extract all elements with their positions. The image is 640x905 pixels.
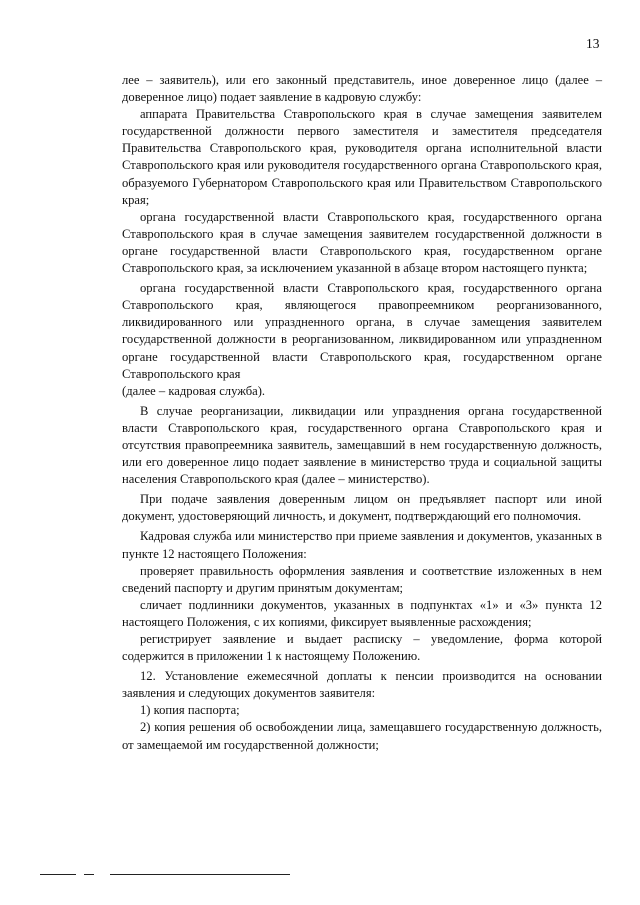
paragraph: лее – заявитель), или его законный представитель, иное доверенное лицо (далее – доверенное лицо) подает заявление в кадровую службу:: [122, 73, 602, 105]
paragraph: 2) копия решения об освобождении лица, замещавшего государственную должность, от замещаемой им государственной должности;: [122, 720, 602, 752]
footer-rule: [110, 874, 290, 875]
paragraph: 1) копия паспорта;: [140, 703, 240, 718]
paragraph: При подаче заявления доверенным лицом он предъявляет паспорт или иной документ, удостоверяющий личность, и документ, подтверждающий его полномочия.: [122, 492, 602, 524]
paragraph: органа государственной власти Ставропольского края, государственного органа Ставропольского края, являющегося правопреемником реорганизованного, ликвидированного или упраздненного органа, в случае замещения заявителем государственной должности в реорганизованном, ликвидированном или упраздненном органе государственной власти Ставропольского края, государственном органе Ставропольского края: [122, 281, 602, 381]
footer-rule: [40, 874, 76, 875]
page-number: 13: [586, 36, 600, 51]
paragraph: сличает подлинники документов, указанных в подпунктах «1» и «3» пункта 12 настоящего Положения, с их копиями, фиксирует выявленные расхождения;: [122, 597, 602, 629]
document-body: [122, 72, 602, 754]
paragraph: органа государственной власти Ставропольского края, государственного органа Ставропольского края в случае замещения заявителем государственной должности в органе государственной власти Ставропольского края, государственном органе Ставропольского края, за исключением указанной в абзаце втором настоящего пункта;: [122, 209, 602, 276]
paragraph: (далее – кадровая служба).: [122, 383, 266, 398]
paragraph: Кадровая служба или министерство при приеме заявления и документов, указанных в пункте 12 настоящего Положения:: [122, 529, 602, 561]
paragraph: проверяет правильность оформления заявления и соответствие изложенных в нем сведений паспорту и другим принятым документам;: [122, 563, 602, 595]
paragraph: аппарата Правительства Ставропольского края в случае замещения заявителем государственной должности первого заместителя и заместителя председателя Правительства Ставропольского края, руководителя органа исполнительной власти Ставропольского края или руководителя государственного органа Ставропольского края, образуемого Губернатором Ставропольского края или Правительством Ставропольского края;: [122, 107, 602, 207]
footer-rule: [84, 874, 94, 875]
paragraph: регистрирует заявление и выдает расписку – уведомление, форма которой содержится в приложении 1 к настоящему Положению.: [122, 632, 602, 664]
paragraph: 12. Установление ежемесячной доплаты к пенсии производится на основании заявления и следующих документов заявителя:: [122, 669, 602, 701]
paragraph: В случае реорганизации, ликвидации или упразднения органа государственной власти Ставропольского края, государственного органа Ставропольского края и отсутствия правопреемника заявитель, замещавший в нем государственную должность, или его доверенное лицо подает заявление в министерство труда и социальной защиты населения Ставропольского края (далее – министерство).: [122, 403, 602, 487]
